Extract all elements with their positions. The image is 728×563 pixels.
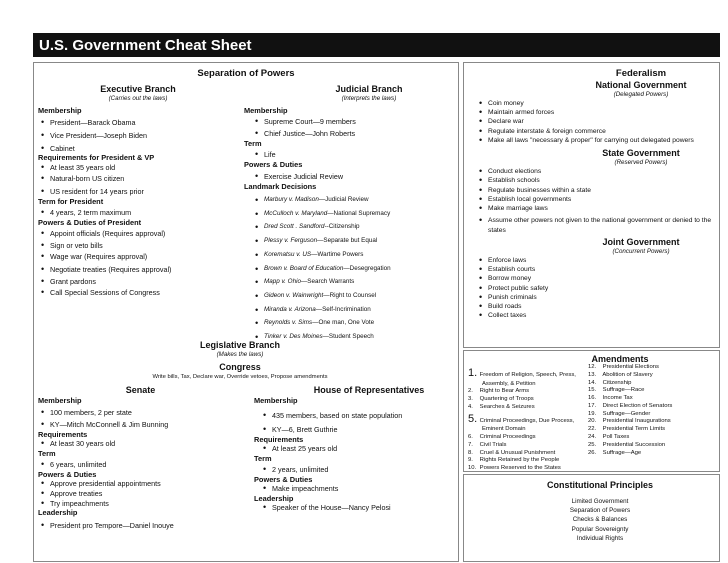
list-item: • Grant pardons bbox=[38, 277, 238, 287]
national-subtitle: (Delegated Powers) bbox=[613, 91, 669, 99]
list-item: • At least 25 years old bbox=[260, 444, 454, 454]
list-item: • Regulate interstate & foreign commerce bbox=[476, 127, 716, 136]
federalism-heading: Federalism bbox=[615, 68, 667, 79]
list-item: • Try impeachments bbox=[38, 499, 243, 509]
house-leadership-label: Leadership bbox=[254, 493, 294, 503]
amendment-item: 3. Quartering of Troops bbox=[468, 396, 534, 403]
list-item: • President—Barack Obama bbox=[38, 118, 238, 128]
list-item: • 4 years, 2 term maximum bbox=[38, 208, 238, 218]
list-item: • Cabinet bbox=[38, 144, 238, 154]
amendment-item: 14. Citizenship bbox=[588, 379, 632, 386]
house-requirements-list bbox=[254, 444, 454, 454]
list-item: • 2 years, unlimited bbox=[260, 465, 454, 475]
case-item: • Korematsu v. US—Wartime Powers bbox=[252, 251, 454, 259]
judicial-term-list bbox=[244, 150, 454, 160]
house-requirements-label: Requirements bbox=[254, 434, 304, 444]
judicial-term-label: Term bbox=[244, 138, 262, 148]
amendment-item: 1. Freedom of Religion, Speech, Press, bbox=[468, 367, 576, 379]
list-item: • Build roads bbox=[476, 302, 716, 311]
house-leadership-list bbox=[254, 503, 454, 513]
senate-term-list bbox=[38, 460, 243, 470]
amendments-heading: Amendments bbox=[591, 354, 649, 364]
list-item: • 6 years, unlimited bbox=[38, 460, 243, 470]
case-item: • Tinker v. Des Moines—Student Speech bbox=[252, 333, 454, 341]
amendment-item: 22. Presidential Term Limits bbox=[588, 426, 666, 433]
judicial-branch bbox=[244, 84, 454, 347]
list-item: • KY—Mitch McConnell & Jim Bunning bbox=[38, 420, 243, 430]
principle-item: Limited Government bbox=[571, 497, 629, 505]
list-item: • Supreme Court—9 members bbox=[252, 117, 454, 127]
senate-membership-list bbox=[38, 408, 243, 430]
case-item: • Gideon v. Wainwright—Right to Counsel bbox=[252, 292, 454, 300]
case-item: • McCulloch v. Maryland—National Supremacy bbox=[252, 210, 454, 218]
list-item: • 100 members, 2 per state bbox=[38, 408, 243, 418]
house-membership-list bbox=[254, 411, 454, 435]
judicial-powers-label: Powers & Duties bbox=[244, 159, 303, 169]
amendment-item: 26. Suffrage—Age bbox=[588, 449, 642, 456]
list-item: • Approve presidential appointments bbox=[38, 479, 243, 489]
principle-item: Popular Sovereignty bbox=[571, 525, 629, 533]
judicial-membership-label: Membership bbox=[244, 106, 288, 115]
house-section bbox=[254, 385, 454, 513]
senate-membership-label: Membership bbox=[38, 396, 82, 406]
joint-subtitle: (Concurrent Powers) bbox=[612, 248, 670, 256]
house-powers-label: Powers & Duties bbox=[254, 474, 313, 484]
list-item: • Establish local governments bbox=[476, 195, 716, 204]
amendment-item: 16. Income Tax bbox=[588, 395, 633, 402]
principles-section bbox=[480, 479, 720, 544]
house-powers-list bbox=[254, 484, 454, 494]
list-item: • Enforce laws bbox=[476, 256, 716, 265]
list-item: • Make impeachments bbox=[260, 484, 454, 494]
list-item: • KY—6, Brett Guthrie bbox=[260, 425, 454, 435]
case-item: • Brown v. Board of Education—Desegregation bbox=[252, 265, 454, 273]
amendment-item: 19. Suffrage—Gender bbox=[588, 410, 651, 417]
amendment-item: 5. Criminal Proceedings, Due Process, bbox=[468, 412, 575, 425]
list-item: • 435 members, based on state population bbox=[260, 411, 454, 421]
list-item: • Borrow money bbox=[476, 274, 716, 283]
list-item: • Collect taxes bbox=[476, 311, 716, 320]
list-item: • Chief Justice—John Roberts bbox=[252, 129, 454, 139]
house-title: House of Representatives bbox=[313, 385, 425, 395]
list-item: • Maintain armed forces bbox=[476, 108, 716, 117]
list-item: • Declare war bbox=[476, 117, 716, 126]
national-title: National Government bbox=[595, 79, 687, 90]
amendment-item: 24. Poll Taxes bbox=[588, 434, 630, 441]
judicial-cases-label: Landmark Decisions bbox=[244, 181, 317, 191]
house-term-label: Term bbox=[254, 453, 272, 463]
case-item: • Reynolds v. Sims—One man, One Vote bbox=[252, 319, 454, 327]
amendment-item: 10. Powers Reserved to the States bbox=[468, 465, 561, 472]
principle-item: Separation of Powers bbox=[569, 506, 631, 514]
list-item: • Call Special Sessions of Congress bbox=[38, 288, 238, 298]
list-item: • Exercise Judicial Review bbox=[252, 172, 454, 182]
joint-powers-list bbox=[466, 256, 716, 321]
amendment-item: Eminent Domain bbox=[482, 426, 526, 433]
senate-leadership-list bbox=[38, 521, 243, 531]
principle-item: Individual Rights bbox=[576, 535, 624, 543]
amendment-item: 7. Civil Trials bbox=[468, 441, 507, 448]
case-item: • Plessy v. Ferguson—Separate but Equal bbox=[252, 237, 454, 245]
legislative-title: Legislative Branch bbox=[199, 340, 281, 350]
case-item: • Mapp v. Ohio—Search Warrants bbox=[252, 278, 454, 286]
congress-description: Write bills, Tax, Declare war, Override vetoes, Propose amendments bbox=[152, 374, 328, 380]
amendment-item: 25. Presidential Succession bbox=[588, 441, 666, 448]
list-item: • Speaker of the House—Nancy Pelosi bbox=[260, 503, 454, 513]
state-title: State Government bbox=[602, 148, 680, 159]
list-item: • Protect public safety bbox=[476, 284, 716, 293]
state-powers-list bbox=[466, 167, 716, 235]
national-powers-list bbox=[466, 99, 716, 145]
amendment-item: 8. Cruel & Unusual Punishment bbox=[468, 449, 556, 456]
amendments-left-list bbox=[468, 366, 586, 473]
principles-heading: Constitutional Principles bbox=[546, 480, 653, 490]
list-item: • Punish criminals bbox=[476, 293, 716, 302]
judicial-powers-list bbox=[244, 172, 454, 182]
list-item: • At least 30 years old bbox=[38, 439, 243, 449]
state-subtitle: (Reserved Powers) bbox=[614, 159, 668, 167]
senate-section bbox=[38, 385, 243, 530]
case-item: • Miranda v. Arizona—Self-Incrimination bbox=[252, 306, 454, 314]
page-title: U.S. Government Cheat Sheet bbox=[33, 33, 720, 57]
amendment-item: 20. Presidential Inaugurations bbox=[588, 418, 671, 425]
senate-leadership-label: Leadership bbox=[38, 508, 78, 518]
executive-branch bbox=[38, 84, 238, 297]
amendment-item: 6. Criminal Proceedings bbox=[468, 433, 536, 440]
landmark-cases-list bbox=[244, 196, 454, 341]
list-item: • Life bbox=[252, 150, 454, 160]
list-item: • Establish schools bbox=[476, 176, 716, 185]
congress-title: Congress bbox=[219, 362, 261, 372]
list-item: • Make marriage laws bbox=[476, 204, 716, 213]
list-item: • Make all laws "necessary & proper" for carrying out delegated powers bbox=[476, 136, 716, 145]
executive-title: Executive Branch bbox=[100, 84, 176, 94]
executive-term-label: Term for President bbox=[38, 196, 104, 206]
list-item: • Coin money bbox=[476, 99, 716, 108]
senate-term-label: Term bbox=[38, 448, 56, 458]
separation-heading: Separation of Powers bbox=[197, 68, 295, 79]
amendment-item: 13. Abolition of Slavery bbox=[588, 371, 653, 378]
list-item: • Assume other powers not given to the national government or denied to the states bbox=[476, 216, 716, 235]
executive-powers-label: Powers & Duties of President bbox=[38, 217, 142, 227]
list-item: • President pro Tempore—Daniel Inouye bbox=[38, 521, 243, 531]
list-item: • Appoint officials (Requires approval) bbox=[38, 229, 238, 239]
executive-requirements-list bbox=[38, 163, 238, 197]
case-item: • Dred Scott . Sandford--Citizenship bbox=[252, 223, 454, 231]
list-item: • Negotiate treaties (Requires approval) bbox=[38, 265, 238, 275]
list-item: • Wage war (Requires approval) bbox=[38, 252, 238, 262]
amendment-item: 2. Right to Bear Arms bbox=[468, 388, 530, 395]
principle-item: Checks & Balances bbox=[572, 516, 628, 524]
legislative-subtitle: (Makes the laws) bbox=[216, 351, 264, 358]
federalism-section bbox=[466, 68, 716, 321]
house-term-list bbox=[254, 465, 454, 475]
amendments-right-list bbox=[588, 364, 716, 457]
executive-powers-list bbox=[38, 229, 238, 297]
executive-membership-label: Membership bbox=[38, 106, 82, 115]
joint-title: Joint Government bbox=[602, 236, 680, 247]
list-item: • At least 35 years old bbox=[38, 163, 238, 173]
list-item: • Sign or veto bills bbox=[38, 241, 238, 251]
judicial-subtitle: (Interprets the laws) bbox=[341, 95, 397, 103]
amendment-item: 9. Rights Retained by the People bbox=[468, 457, 560, 464]
list-item: • Establish courts bbox=[476, 265, 716, 274]
list-item: • Approve treaties bbox=[38, 489, 243, 499]
list-item: • Natural-born US citizen bbox=[38, 174, 238, 184]
amendment-item: 17. Direct Election of Senators bbox=[588, 402, 673, 409]
list-item: • Vice President—Joseph Biden bbox=[38, 131, 238, 141]
amendment-item: 12. Presidential Elections bbox=[588, 364, 659, 370]
case-item: • Marbury v. Madison—Judicial Review bbox=[252, 196, 454, 204]
amendment-item: 4. Searches & Seizures bbox=[468, 403, 535, 410]
senate-requirements-label: Requirements bbox=[38, 429, 88, 439]
house-membership-label: Membership bbox=[254, 396, 298, 406]
list-item: • US resident for 14 years prior bbox=[38, 187, 238, 197]
list-item: • Regulate businesses within a state bbox=[476, 186, 716, 195]
list-item: • Conduct elections bbox=[476, 167, 716, 176]
amendment-item: Assembly, & Petition bbox=[482, 380, 536, 387]
executive-subtitle: (Carries out the laws) bbox=[108, 95, 168, 103]
executive-term-list bbox=[38, 208, 238, 218]
executive-requirements-label: Requirements for President & VP bbox=[38, 153, 155, 163]
senate-title: Senate bbox=[125, 385, 156, 395]
senate-powers-label: Powers & Duties bbox=[38, 469, 97, 479]
amendment-item: 15. Suffrage—Race bbox=[588, 387, 645, 394]
judicial-membership-list bbox=[244, 117, 454, 138]
senate-requirements-list bbox=[38, 439, 243, 449]
senate-powers-list bbox=[38, 479, 243, 508]
judicial-title: Judicial Branch bbox=[335, 84, 403, 94]
executive-membership-list bbox=[38, 118, 238, 153]
